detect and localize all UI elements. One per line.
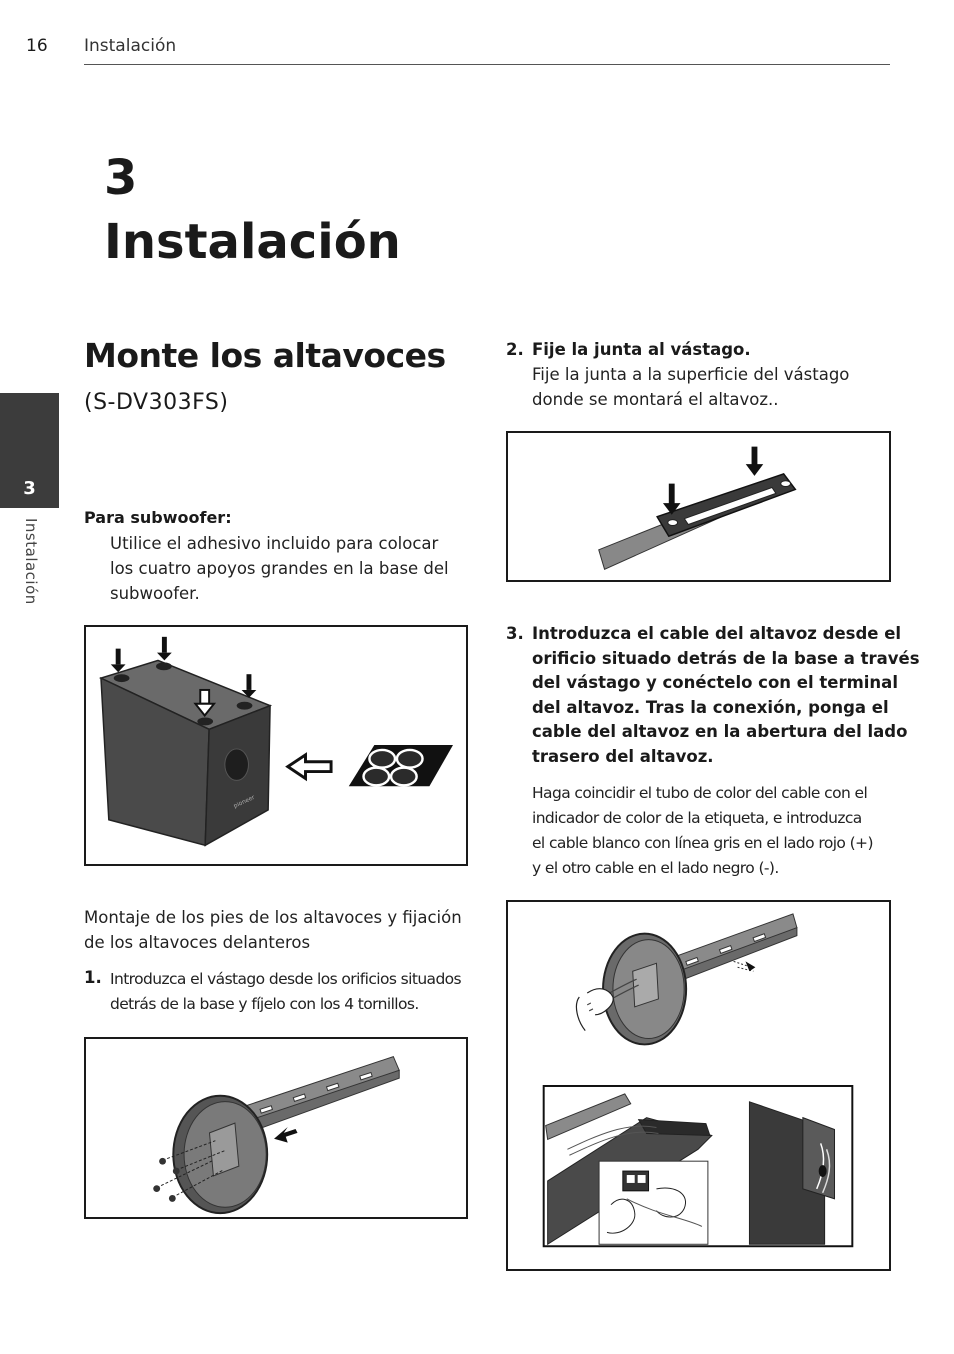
subwoofer-text-line: Utilice el adhesivo incluido para colocar <box>110 534 439 553</box>
front-speaker-intro <box>84 905 462 955</box>
step3-title-line: orificio situado detrás de la base a través <box>532 648 920 668</box>
step3-title <box>532 622 920 769</box>
step3-title-line: Introduzca el cable del altavoz desde el <box>532 624 902 643</box>
gasket-drawing <box>508 433 889 580</box>
chapter-title: Instalación <box>104 214 401 270</box>
section-title: Monte los altavoces <box>84 336 446 375</box>
chapter-number: 3 <box>104 150 139 206</box>
step1-number: 1. <box>84 968 102 987</box>
gasket-illustration <box>506 431 891 582</box>
step2-number: 2. <box>506 340 524 359</box>
cable-routing-illustration <box>506 900 891 1271</box>
step3-note-line: Haga coincidir el tubo de color del cable con el <box>532 784 868 802</box>
section-subtitle: (S-DV303FS) <box>84 390 229 415</box>
side-tab-number: 3 <box>23 478 36 499</box>
step1-line: detrás de la base y fíjelo con los 4 tornillos. <box>110 995 419 1013</box>
step2-line: Fije la junta a la superficie del vástago <box>532 365 850 384</box>
step2-line: donde se montará el altavoz.. <box>532 390 779 409</box>
stand-base-illustration <box>84 1037 468 1219</box>
step3-note-line: indicador de color de la etiqueta, e introduzca <box>532 809 862 827</box>
step3-title-line: del altavoz. Tras la conexión, ponga el <box>532 697 889 717</box>
stand-base-drawing <box>86 1039 466 1217</box>
step2-title-row <box>506 338 524 363</box>
cable-routing-drawing <box>508 902 889 1269</box>
side-tab-label: Instalación <box>22 518 40 605</box>
subwoofer-heading: Para subwoofer: <box>84 508 232 527</box>
step3-note <box>532 781 873 881</box>
page-number: 16 <box>26 36 48 56</box>
subwoofer-text-line: los cuatro apoyos grandes en la base del <box>110 559 449 578</box>
step3-title-line: cable del altavoz en la abertura del lado <box>532 722 908 741</box>
subwoofer-text-line: subwoofer. <box>110 584 200 603</box>
device-brand: pioneer <box>233 794 256 810</box>
header-section-title: Instalación <box>84 36 177 56</box>
subwoofer-text <box>110 531 449 606</box>
step2-title: Fije la junta al vástago. <box>532 340 751 359</box>
step3-title-line: trasero del altavoz. <box>532 746 714 766</box>
step3-title-line: del vástago y conéctelo con el terminal <box>532 673 898 692</box>
step3-note-line: el cable blanco con línea gris en el lado rojo (+) <box>532 834 873 852</box>
step1-text <box>110 967 461 1017</box>
subwoofer-drawing <box>86 627 466 864</box>
step1-line: Introduzca el vástago desde los orificios situados <box>110 970 462 988</box>
front-intro-line: de los altavoces delanteros <box>84 933 311 952</box>
left-arrow-icon <box>288 755 331 779</box>
subwoofer-illustration <box>84 625 468 866</box>
header-divider <box>84 64 890 65</box>
front-intro-line: Montaje de los pies de los altavoces y fijación <box>84 908 462 927</box>
step3-note-line: y el otro cable en el lado negro (-). <box>532 859 779 877</box>
step2-text <box>532 362 849 412</box>
step3-number: 3. <box>506 624 524 643</box>
